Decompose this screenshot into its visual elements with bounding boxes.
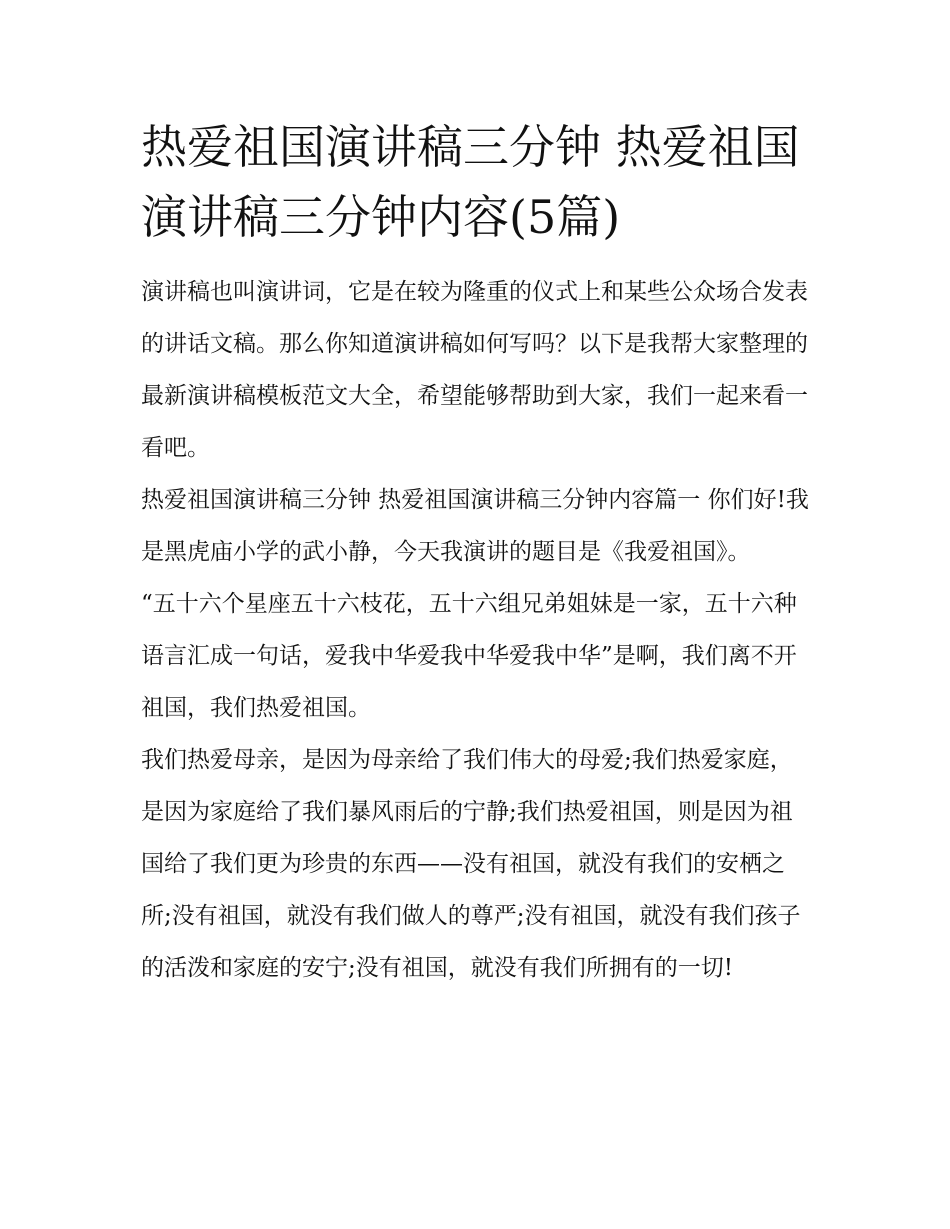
- paragraph-song-quote: “五十六个星座五十六枝花，五十六组兄弟姐妹是一家，五十六种语言汇成一句话，爱我中华爱我中华爱我中华”是啊，我们离不开祖国，我们热爱祖国。: [141, 591, 797, 721]
- paragraph-greeting: 热爱祖国演讲稿三分钟 热爱祖国演讲稿三分钟内容篇一 你们好!我是黑虎庙小学的武小静，今天我演讲的题目是《我爱祖国》。: [141, 487, 809, 565]
- document-title: 热爱祖国演讲稿三分钟 热爱祖国演讲稿三分钟内容(5篇): [141, 120, 800, 244]
- paragraph-love-motherland: 我们热爱母亲，是因为母亲给了我们伟大的母爱;我们热爱家庭，是因为家庭给了我们暴风雨后的宁静;我们热爱祖国，则是因为祖国给了我们更为珍贵的东西——没有祖国，就没有我们的安栖之所;没有祖国，就没有我们做人的尊严;没有祖国，就没有我们孩子的活泼和家庭的安宁;没有祖国，就没有我们所拥有的一切!: [141, 747, 801, 981]
- document-page: [141, 112, 813, 994]
- paragraph-intro: 演讲稿也叫演讲词，它是在较为隆重的仪式上和某些公众场合发表的讲话文稿。那么你知道演讲稿如何写吗？以下是我帮大家整理的最新演讲稿模板范文大全，希望能够帮助到大家，我们一起来看一看吧。: [141, 279, 808, 461]
